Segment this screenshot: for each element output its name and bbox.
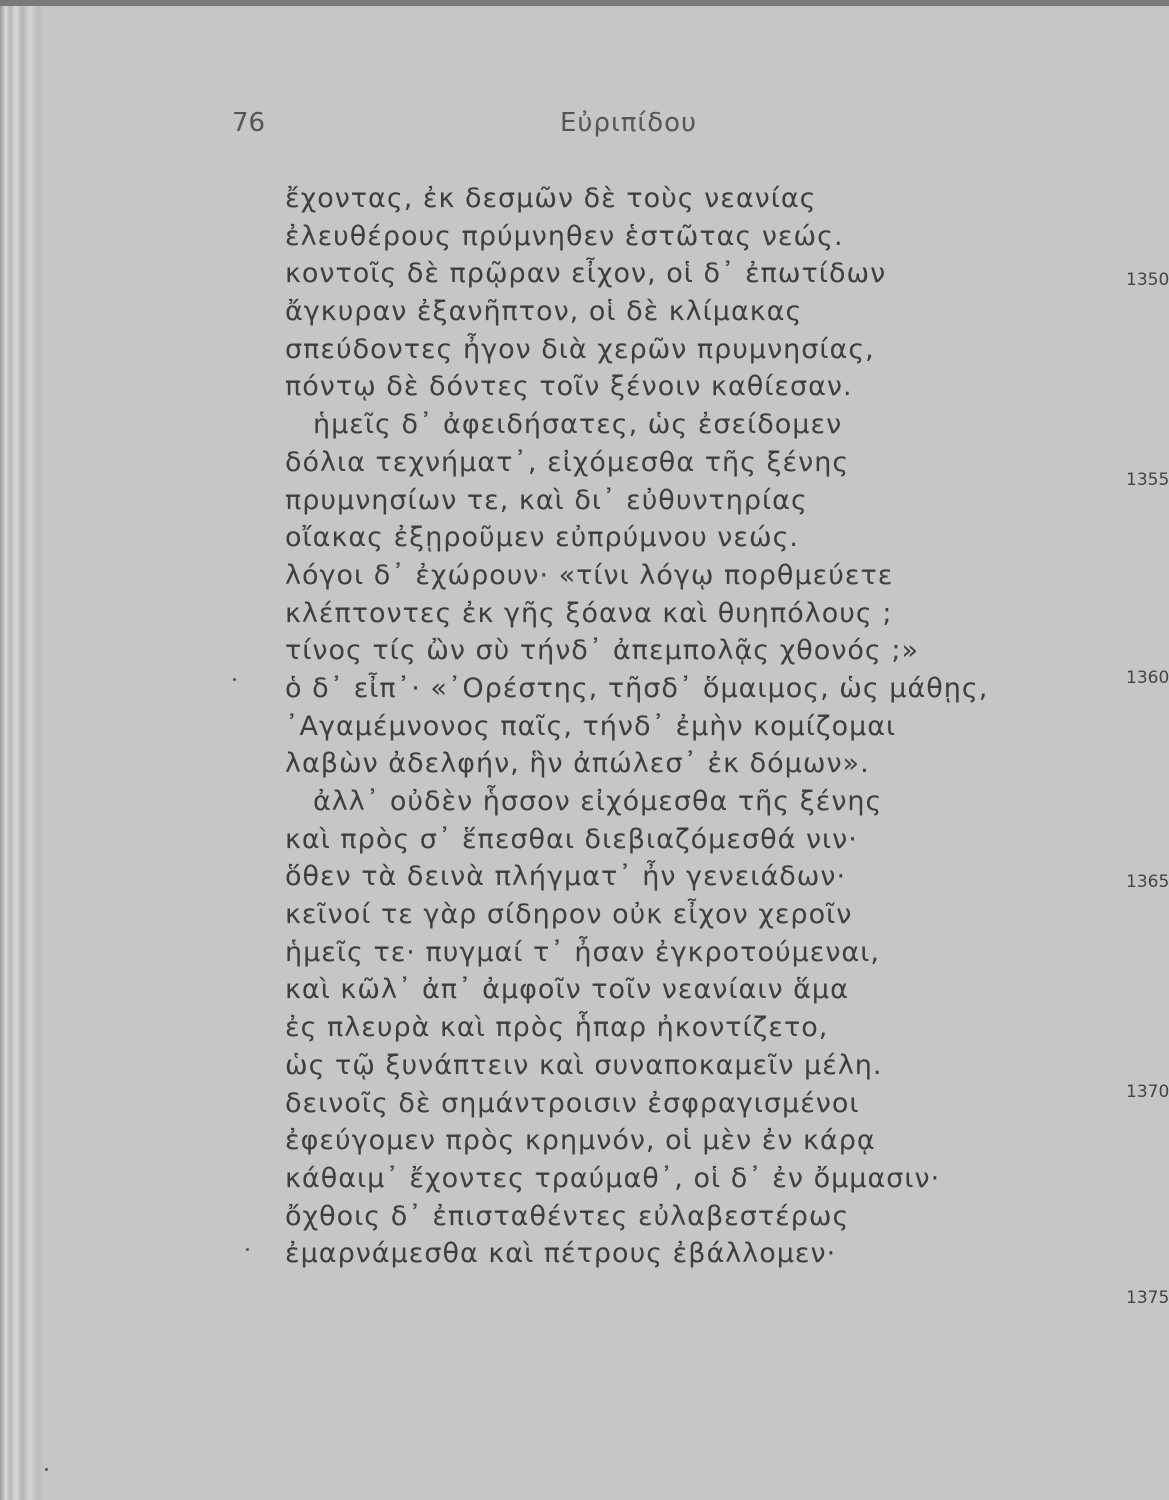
verse-line: καὶ κῶλ᾽ ἀπ᾽ ἀμφοῖν τοῖν νεανίαιν ἅμα [285, 974, 849, 1006]
paper-speck [246, 1248, 249, 1251]
verse-line: ὄχθοις δ᾽ ἐπισταθέντες εὐλαβεστέρως [285, 1200, 850, 1232]
verse-line: κεῖνοί τε γὰρ σίδηρον οὐκ εἶχον χεροῖν [285, 899, 853, 931]
verse-line: κλέπτοντες ἐκ γῆς ξόανα καὶ θυηπόλους ; [285, 597, 893, 629]
verse-line: ἐφεύγομεν πρὸς κρημνόν, οἱ μὲν ἐν κάρᾳ [285, 1125, 876, 1157]
verse-line: ἐμαρνάμεσθα καὶ πέτρους ἐβάλλομεν· [285, 1238, 837, 1270]
line-number: 1375 [1126, 1288, 1169, 1308]
verse-line: δόλια τεχνήματ᾽, εἰχόμεσθα τῆς ξένης [285, 446, 850, 478]
verse-line: ἀλλ᾽ οὐδὲν ἧσσον εἰχόμεσθα τῆς ξένης [313, 786, 883, 817]
verse-line: λαβὼν ἀδελφήν, ἣν ἀπώλεσ᾽ ἐκ δόμων». [285, 748, 870, 780]
verse-line: κοντοῖς δὲ πρῷραν εἶχον, οἱ δ᾽ ἐπωτίδων [285, 258, 887, 290]
page-number: 76 [232, 108, 266, 138]
verse-line: καὶ πρὸς σ᾽ ἕπεσθαι διεβιαζόμεσθά νιν· [285, 823, 858, 855]
verse-line: τίνος τίς ὢν σὺ τήνδ᾽ ἀπεμπολᾷς χθονός ;» [285, 635, 919, 667]
verse-line: ὡς τῷ ξυνάπτειν καὶ συναποκαμεῖν μέλη. [285, 1049, 883, 1081]
verse-line: πρυμνησίων τε, καὶ δι᾽ εὐθυντηρίας [285, 484, 808, 516]
verse-line: δεινοῖς δὲ σημάντροισιν ἐσφραγισμένοι [285, 1087, 860, 1119]
line-number: 1360 [1126, 668, 1169, 688]
line-number: 1355 [1126, 470, 1169, 490]
paper-speck [45, 1468, 48, 1471]
verse-line: ἡμεῖς δ᾽ ἀφειδήσατες, ὡς ἐσείδομεν [313, 409, 843, 441]
verse-line: ἐς πλευρὰ καὶ πρὸς ἧπαρ ἠκοντίζετο, [285, 1012, 829, 1044]
line-number: 1350 [1126, 270, 1169, 290]
verse-line: ἄγκυραν ἐξανῆπτον, οἱ δὲ κλίμακας [285, 296, 803, 328]
verse-line: ἔχοντας, ἐκ δεσμῶν δὲ τοὺς νεανίας [285, 183, 817, 214]
verse-line: λόγοι δ᾽ ἐχώρουν· «τίνι λόγῳ πορθμεύετε [285, 559, 894, 591]
verse-line: ἐλευθέρους πρύμνηθεν ἑστῶτας νεώς. [285, 220, 844, 252]
verse-line: ἡμεῖς τε· πυγμαί τ᾽ ἦσαν ἐγκροτούμεναι, [285, 936, 880, 968]
verse-line: πόντῳ δὲ δόντες τοῖν ξένοιν καθίεσαν. [285, 371, 853, 403]
verse-line: οἴακας ἐξῃροῦμεν εὐπρύμνου νεώς. [285, 522, 800, 554]
line-number: 1365 [1126, 872, 1169, 892]
verse-line: ὁ δ᾽ εἶπ᾽· «᾽Ορέστης, τῆσδ᾽ ὅμαιμος, ὡς μάθῃς, [285, 672, 989, 704]
verse-line: κάθαιμ᾽ ἔχοντες τραύμαθ᾽, οἱ δ᾽ ἐν ὄμμασιν· [285, 1162, 941, 1194]
verse-line: ὅθεν τὰ δεινὰ πλήγματ᾽ ἦν γενειάδων· [285, 861, 847, 893]
page-edge-top [0, 0, 1169, 6]
verse-block [285, 180, 1085, 1273]
verse-line: ᾽Αγαμέμνονος παῖς, τήνδ᾽ ἐμὴν κομίζομαι [285, 710, 897, 742]
paper-speck [233, 678, 236, 681]
page-edge [0, 0, 46, 1500]
verse-line: σπεύδοντες ἦγον διὰ χερῶν πρυμνησίας, [285, 333, 875, 365]
line-number: 1370 [1126, 1082, 1169, 1102]
running-head: Εὐριπίδου [560, 108, 698, 138]
